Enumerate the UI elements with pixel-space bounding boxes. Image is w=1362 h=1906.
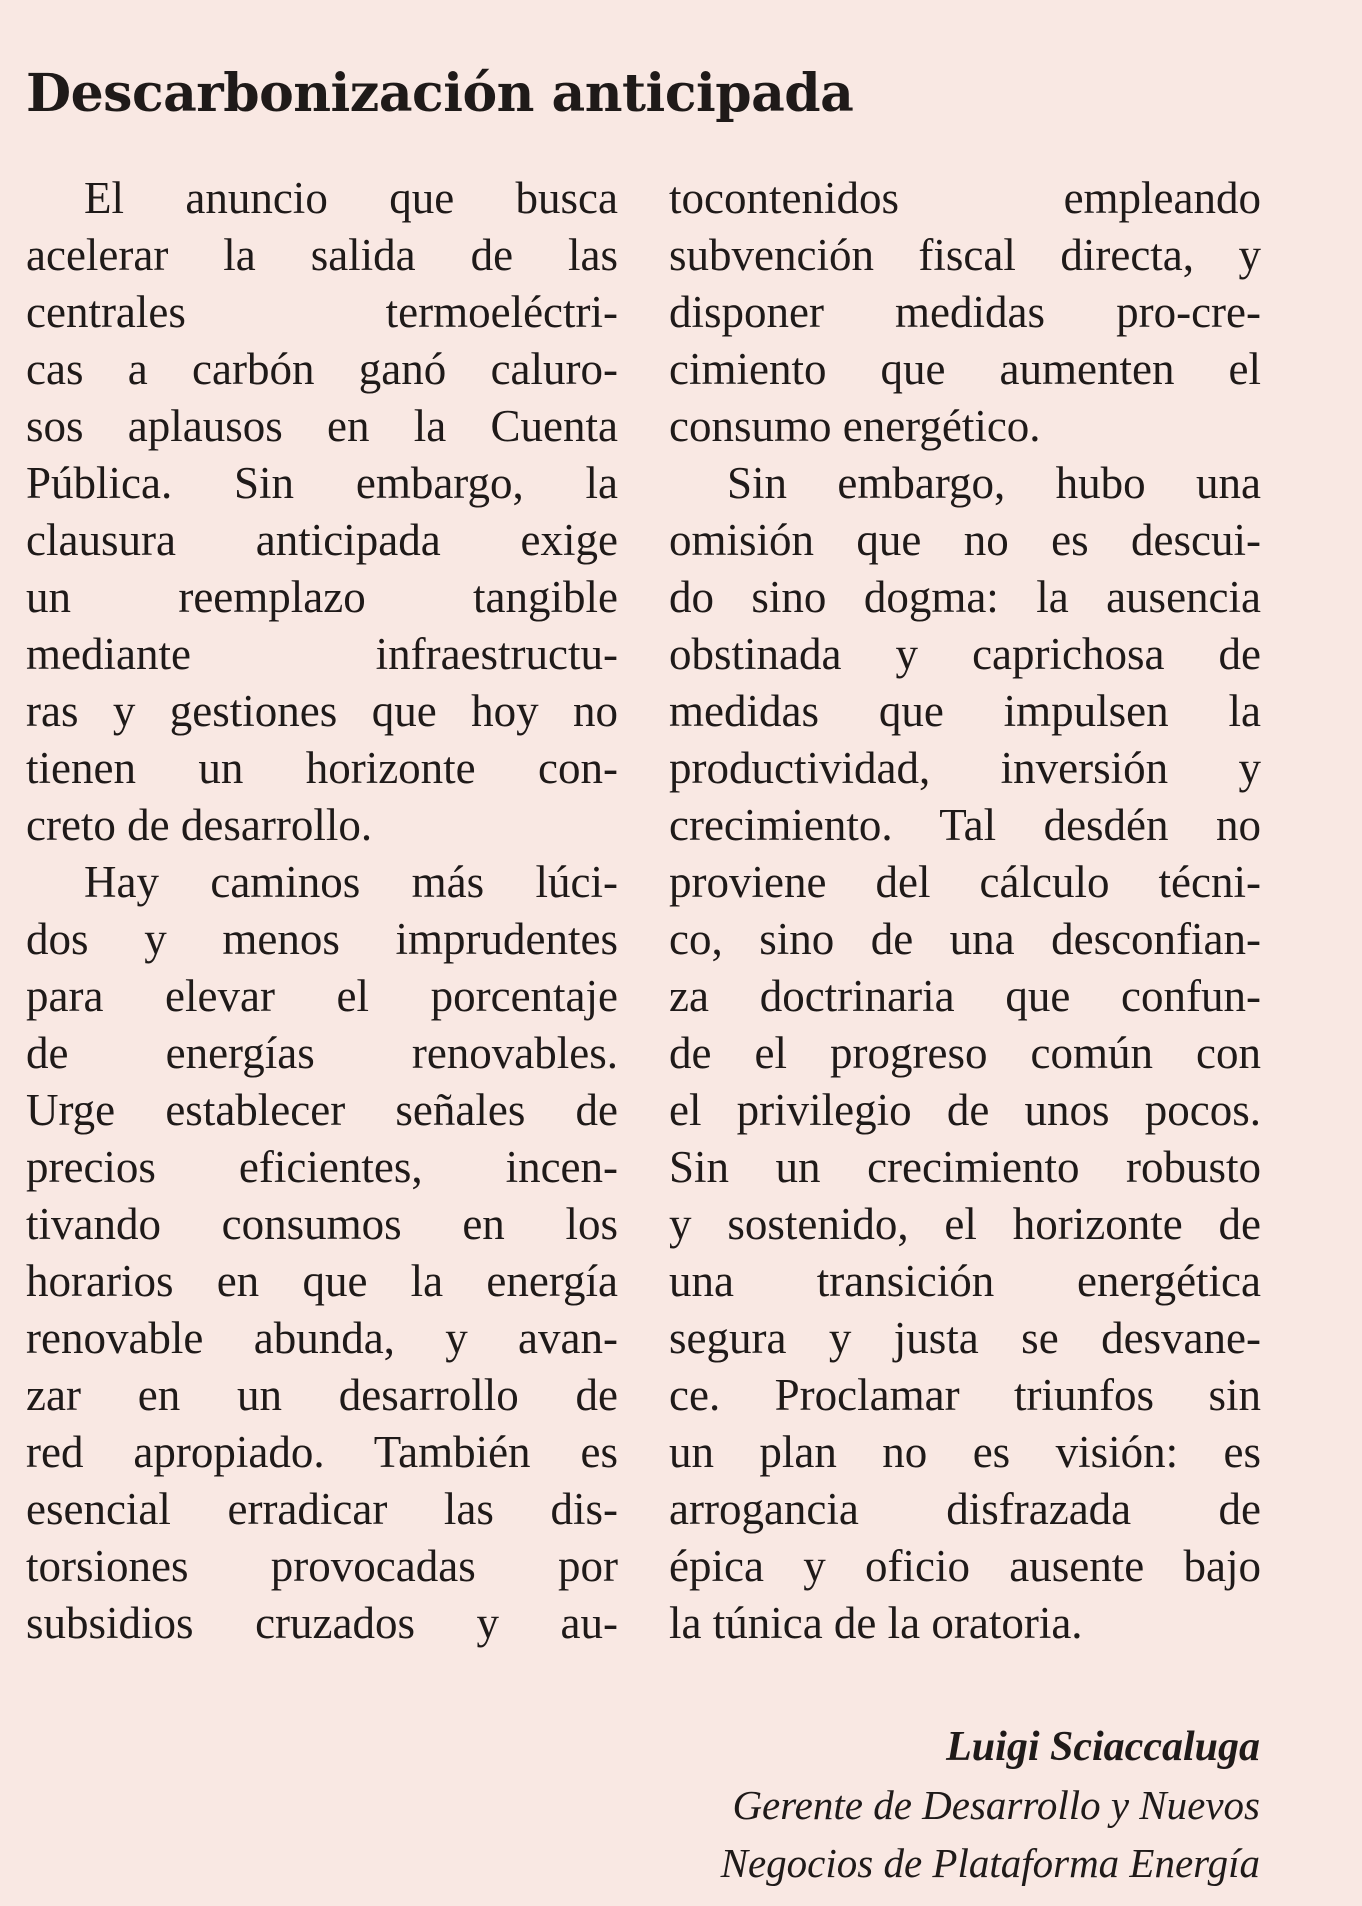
text-line: omisión que no es descui- (669, 515, 1261, 565)
text-line: medidas que impulsen la (669, 686, 1261, 736)
text-line: esencial erradicar las dis- (26, 1484, 618, 1534)
text-line: crecimiento. Tal desdén no (669, 800, 1261, 850)
text-line: co, sino de una desconfian- (669, 914, 1261, 964)
text-line: red apropiado. También es (26, 1427, 618, 1477)
text-line: tienen un horizonte con- (26, 743, 618, 793)
text-line: productividad, inversión y (669, 743, 1261, 793)
text-line: clausura anticipada exige (26, 515, 618, 565)
text-line: la túnica de la oratoria. (669, 1598, 1083, 1648)
article-title: Descarbonización anticipada (26, 63, 854, 124)
text-line: torsiones provocadas por (26, 1541, 618, 1591)
text-line: mediante infraestructu- (26, 629, 618, 679)
text-line: el privilegio de unos pocos. (669, 1085, 1261, 1135)
text-line: un reemplazo tangible (26, 572, 618, 622)
text-line: centrales termoeléctri- (26, 287, 618, 337)
text-line: Urge establecer señales de (26, 1085, 618, 1135)
text-line: za doctrinaria que confun- (669, 971, 1261, 1021)
text-line: Sin embargo, hubo una (727, 458, 1261, 508)
text-line: y sostenido, el horizonte de (669, 1199, 1261, 1249)
text-line: segura y justa se desvane- (669, 1313, 1261, 1363)
text-line: renovable abunda, y avan- (26, 1313, 618, 1363)
author-role: Negocios de Plataforma Energía (720, 1840, 1260, 1886)
text-line: disponer medidas pro-cre- (669, 287, 1261, 337)
text-line: arrogancia disfrazada de (669, 1484, 1261, 1534)
text-line: acelerar la salida de las (26, 230, 618, 280)
text-line: subvención fiscal directa, y (669, 230, 1261, 280)
article-column-right (669, 170, 1261, 1652)
text-line: Hay caminos más lúci- (84, 857, 618, 907)
text-line: épica y oficio ausente bajo (669, 1541, 1261, 1591)
text-line: dos y menos imprudentes (26, 914, 618, 964)
text-line: cimiento que aumenten el (669, 344, 1261, 394)
text-line: de energías renovables. (26, 1028, 618, 1078)
text-line: subsidios cruzados y au- (26, 1598, 618, 1648)
text-line: do sino dogma: la ausencia (669, 572, 1261, 622)
text-line: Pública. Sin embargo, la (26, 458, 618, 508)
text-line: obstinada y caprichosa de (669, 629, 1261, 679)
text-line: proviene del cálculo técni- (669, 857, 1261, 907)
text-line: El anuncio que busca (84, 173, 618, 223)
text-line: tivando consumos en los (26, 1199, 618, 1249)
text-line: ce. Proclamar triunfos sin (669, 1370, 1261, 1420)
author-signature (721, 1718, 1260, 1892)
article-column-left (26, 170, 618, 1652)
text-line: para elevar el porcentaje (26, 971, 618, 1021)
text-line: cas a carbón ganó caluro- (26, 344, 618, 394)
author-name: Luigi Sciaccaluga (946, 1724, 1260, 1770)
author-role: Gerente de Desarrollo y Nuevos (732, 1782, 1260, 1828)
text-line: creto de desarrollo. (26, 800, 373, 850)
text-line: ras y gestiones que hoy no (26, 686, 618, 736)
text-line: sos aplausos en la Cuenta (26, 401, 618, 451)
text-line: precios eficientes, incen- (26, 1142, 618, 1192)
text-line: de el progreso común con (669, 1028, 1261, 1078)
text-line: consumo energético. (669, 401, 1041, 451)
text-line: un plan no es visión: es (669, 1427, 1261, 1477)
text-line: una transición energética (669, 1256, 1261, 1306)
text-line: tocontenidos empleando (669, 173, 1261, 223)
text-line: Sin un crecimiento robusto (669, 1142, 1261, 1192)
text-line: horarios en que la energía (26, 1256, 618, 1306)
text-line: zar en un desarrollo de (26, 1370, 618, 1420)
